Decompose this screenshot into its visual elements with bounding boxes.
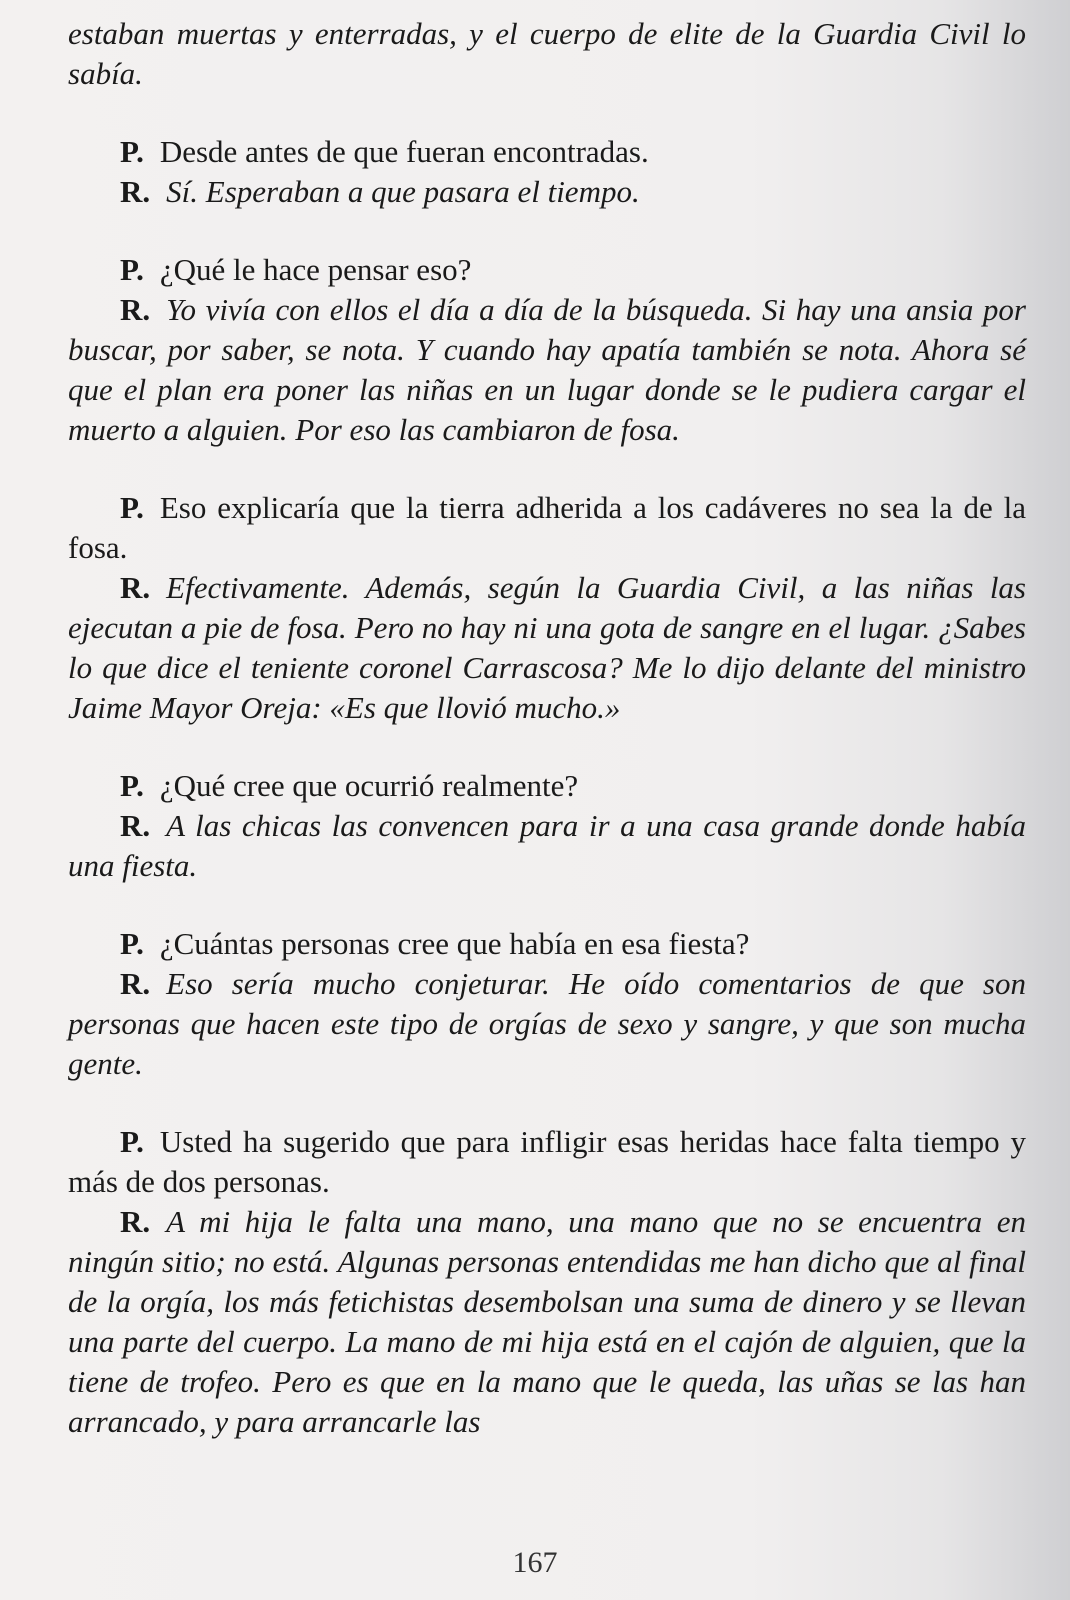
answer-text: Yo vivía con ellos el día a día de la búsqueda. Si hay una ansia por buscar, por saber, se nota. Y cuando hay apatía también se nota. Ahora sé que el plan era poner las niñas en un lugar donde se le pudiera cargar el muerto a alguien. Por eso las cambiaron de fosa. bbox=[68, 292, 1026, 447]
question-marker: P. bbox=[120, 1124, 144, 1159]
answer-paragraph bbox=[68, 568, 1026, 728]
question-paragraph bbox=[68, 1122, 1026, 1202]
answer-text: A las chicas las convencen para ir a una casa grande donde había una fiesta. bbox=[68, 808, 1026, 883]
question-marker: P. bbox=[120, 926, 144, 961]
question-marker: P. bbox=[120, 252, 144, 287]
question-text: Eso explicaría que la tierra adherida a los cadáveres no sea la de la fosa. bbox=[68, 490, 1026, 565]
answer-text: Efectivamente. Además, según la Guardia Civil, a las niñas las ejecutan a pie de fosa. Pero no hay ni una gota de sangre en el lugar. ¿Sabes lo que dice el teniente coronel Carrascosa? Me lo dijo delante del ministro Jaime Mayor Oreja: «Es que llovió mucho.» bbox=[68, 570, 1026, 725]
answer-marker: R. bbox=[120, 966, 151, 1001]
question-marker: P. bbox=[120, 134, 144, 169]
question-paragraph bbox=[68, 766, 1026, 806]
answer-marker: R. bbox=[120, 1204, 151, 1239]
question-marker: P. bbox=[120, 768, 144, 803]
question-text: ¿Qué le hace pensar eso? bbox=[159, 252, 472, 287]
question-paragraph bbox=[68, 924, 1026, 964]
answer-marker: R. bbox=[120, 570, 151, 605]
answer-paragraph bbox=[68, 172, 1026, 212]
question-marker: P. bbox=[120, 490, 144, 525]
answer-text: A mi hija le falta una mano, una mano que no se encuentra en ningún sitio; no está. Algunas personas entendidas me han dicho que al final de la orgía, los más fetichistas desembolsan una suma de dinero y se llevan una parte del cuerpo. La mano de mi hija está en el cajón de alguien, que la tiene de trofeo. Pero es que en la mano que le queda, las uñas se las han arrancado, y para arrancarle las bbox=[68, 1204, 1026, 1439]
answer-paragraph bbox=[68, 964, 1026, 1084]
answer-marker: R. bbox=[120, 808, 151, 843]
answer-text: Eso sería mucho conjeturar. He oído comentarios de que son personas que hacen este tipo de orgías de sexo y sangre, y que son mucha gente. bbox=[68, 966, 1026, 1081]
question-text: Usted ha sugerido que para infligir esas heridas hace falta tiempo y más de dos personas. bbox=[68, 1124, 1026, 1199]
answer-marker: R. bbox=[120, 292, 151, 327]
answer-paragraph bbox=[68, 806, 1026, 886]
page-number: 167 bbox=[512, 1546, 558, 1579]
question-text: Desde antes de que fueran encontradas. bbox=[159, 134, 649, 169]
answer-paragraph bbox=[68, 290, 1026, 450]
question-paragraph bbox=[68, 488, 1026, 568]
answer-marker: R. bbox=[120, 174, 151, 209]
book-page-text bbox=[68, 14, 1026, 1442]
question-text: ¿Cuántas personas cree que había en esa fiesta? bbox=[159, 926, 750, 961]
continued-answer-text: estaban muertas y enterradas, y el cuerpo de elite de la Guardia Civil lo sabía. bbox=[68, 16, 1026, 91]
answer-paragraph bbox=[68, 1202, 1026, 1442]
question-paragraph bbox=[68, 132, 1026, 172]
question-paragraph bbox=[68, 250, 1026, 290]
answer-text: Sí. Esperaban a que pasara el tiempo. bbox=[166, 174, 640, 209]
question-text: ¿Qué cree que ocurrió realmente? bbox=[159, 768, 579, 803]
